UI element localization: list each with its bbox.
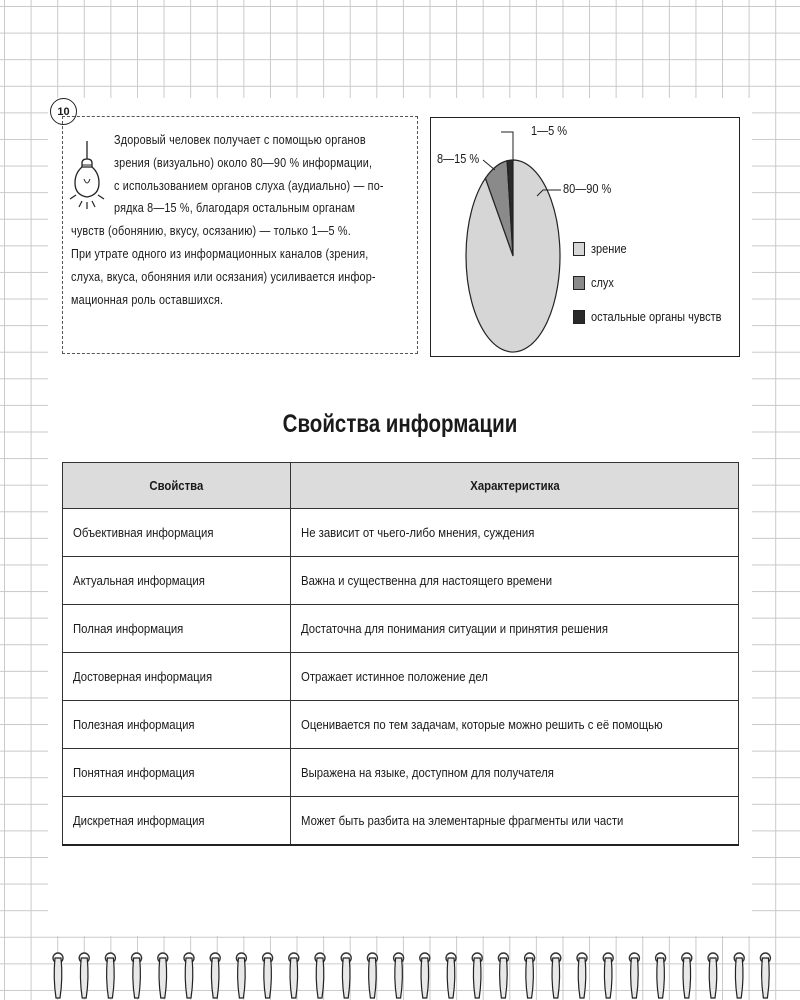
intro-line: чувств (обонянию, вкусу, осязанию) — только 1—5 %. bbox=[71, 224, 351, 239]
characteristic-cell: Достаточна для понимания ситуации и принятия решения bbox=[291, 605, 739, 653]
property-cell: Дискретная информация bbox=[63, 797, 291, 845]
legend-label: остальные органы чувств bbox=[591, 310, 722, 324]
property-cell: Полезная информация bbox=[63, 701, 291, 749]
intro-line: Здоровый человек получает с помощью органов bbox=[114, 133, 366, 147]
binding-ring bbox=[682, 953, 692, 998]
column-header-characteristic: Характеристика bbox=[291, 463, 739, 509]
intro-text bbox=[71, 129, 412, 311]
legend-swatch bbox=[573, 242, 585, 256]
legend-label: зрение bbox=[591, 242, 627, 256]
leader-line-other bbox=[501, 132, 513, 162]
characteristic-cell: Оценивается по тем задачам, которые можно решить с её помощью bbox=[291, 701, 739, 749]
section-title: Свойства информации bbox=[282, 410, 518, 438]
binding-ring bbox=[79, 953, 89, 998]
legend-item-vision bbox=[573, 242, 631, 256]
binding-ring bbox=[184, 953, 194, 998]
table-row bbox=[63, 557, 739, 605]
binding-ring bbox=[367, 953, 377, 998]
table-row bbox=[63, 749, 739, 797]
spiral-binding bbox=[0, 948, 800, 1000]
leader-line-hearing bbox=[483, 160, 495, 170]
binding-ring bbox=[341, 953, 351, 998]
table-row bbox=[63, 605, 739, 653]
binding-ring bbox=[760, 953, 770, 998]
binding-ring bbox=[446, 953, 456, 998]
slice-label-other: 1—5 % bbox=[531, 124, 568, 138]
intro-line: При утрате одного из информационных каналов (зрения, bbox=[71, 246, 369, 261]
characteristic-cell: Отражает истинное положение дел bbox=[291, 653, 739, 701]
binding-ring bbox=[525, 953, 535, 998]
binding-ring bbox=[158, 953, 168, 998]
property-cell: Актуальная информация bbox=[63, 557, 291, 605]
binding-ring bbox=[708, 953, 718, 998]
slice-label-vision: 80—90 % bbox=[563, 182, 612, 196]
table-row bbox=[63, 653, 739, 701]
intro-line: зрения (визуально) около 80—90 % информации, bbox=[114, 155, 373, 170]
characteristic-cell: Важна и существенна для настоящего времени bbox=[291, 557, 739, 605]
property-cell: Достоверная информация bbox=[63, 653, 291, 701]
binding-ring bbox=[629, 953, 639, 998]
binding-ring bbox=[551, 953, 561, 998]
binding-ring bbox=[394, 953, 404, 998]
legend-label: слух bbox=[591, 276, 614, 290]
property-cell: Полная информация bbox=[63, 605, 291, 653]
characteristic-cell: Выражена на языке, доступном для получателя bbox=[291, 749, 739, 797]
binding-ring bbox=[315, 953, 325, 998]
binding-ring bbox=[289, 953, 299, 998]
properties-table bbox=[62, 462, 739, 846]
binding-ring bbox=[132, 953, 142, 998]
pie-chart-box bbox=[430, 117, 740, 357]
table-row bbox=[63, 797, 739, 845]
characteristic-cell: Может быть разбита на элементарные фрагменты или части bbox=[291, 797, 739, 845]
page-number: 10 bbox=[50, 98, 77, 125]
binding-ring bbox=[263, 953, 273, 998]
property-cell: Понятная информация bbox=[63, 749, 291, 797]
intro-line: рядка 8—15 %, благодаря остальным органам bbox=[114, 201, 356, 216]
binding-ring bbox=[210, 953, 220, 998]
intro-box bbox=[62, 116, 418, 354]
intro-line: мационная роль оставшихся. bbox=[71, 292, 224, 307]
pie-slice-vision bbox=[466, 160, 560, 352]
intro-line: с использованием органов слуха (аудиально) — по- bbox=[114, 178, 384, 193]
slice-label-hearing: 8—15 % bbox=[437, 152, 480, 166]
characteristic-cell: Не зависит от чьего-либо мнения, суждения bbox=[291, 509, 739, 557]
legend-item-hearing bbox=[573, 276, 617, 290]
binding-ring bbox=[105, 953, 115, 998]
property-cell: Объективная информация bbox=[63, 509, 291, 557]
legend-swatch bbox=[573, 276, 585, 290]
binding-ring bbox=[656, 953, 666, 998]
column-header-properties: Свойства bbox=[63, 463, 291, 509]
binding-ring bbox=[472, 953, 482, 998]
intro-line: слуха, вкуса, обоняния или осязания) усиливается инфор- bbox=[71, 269, 376, 284]
table-header-row bbox=[63, 463, 739, 509]
legend-swatch bbox=[573, 310, 585, 324]
legend-item-other bbox=[573, 310, 739, 324]
binding-ring bbox=[577, 953, 587, 998]
binding-ring bbox=[53, 953, 63, 998]
binding-ring bbox=[498, 953, 508, 998]
table-row bbox=[63, 701, 739, 749]
binding-ring bbox=[734, 953, 744, 998]
binding-ring bbox=[420, 953, 430, 998]
binding-ring bbox=[236, 953, 246, 998]
binding-ring bbox=[603, 953, 613, 998]
table-row bbox=[63, 509, 739, 557]
